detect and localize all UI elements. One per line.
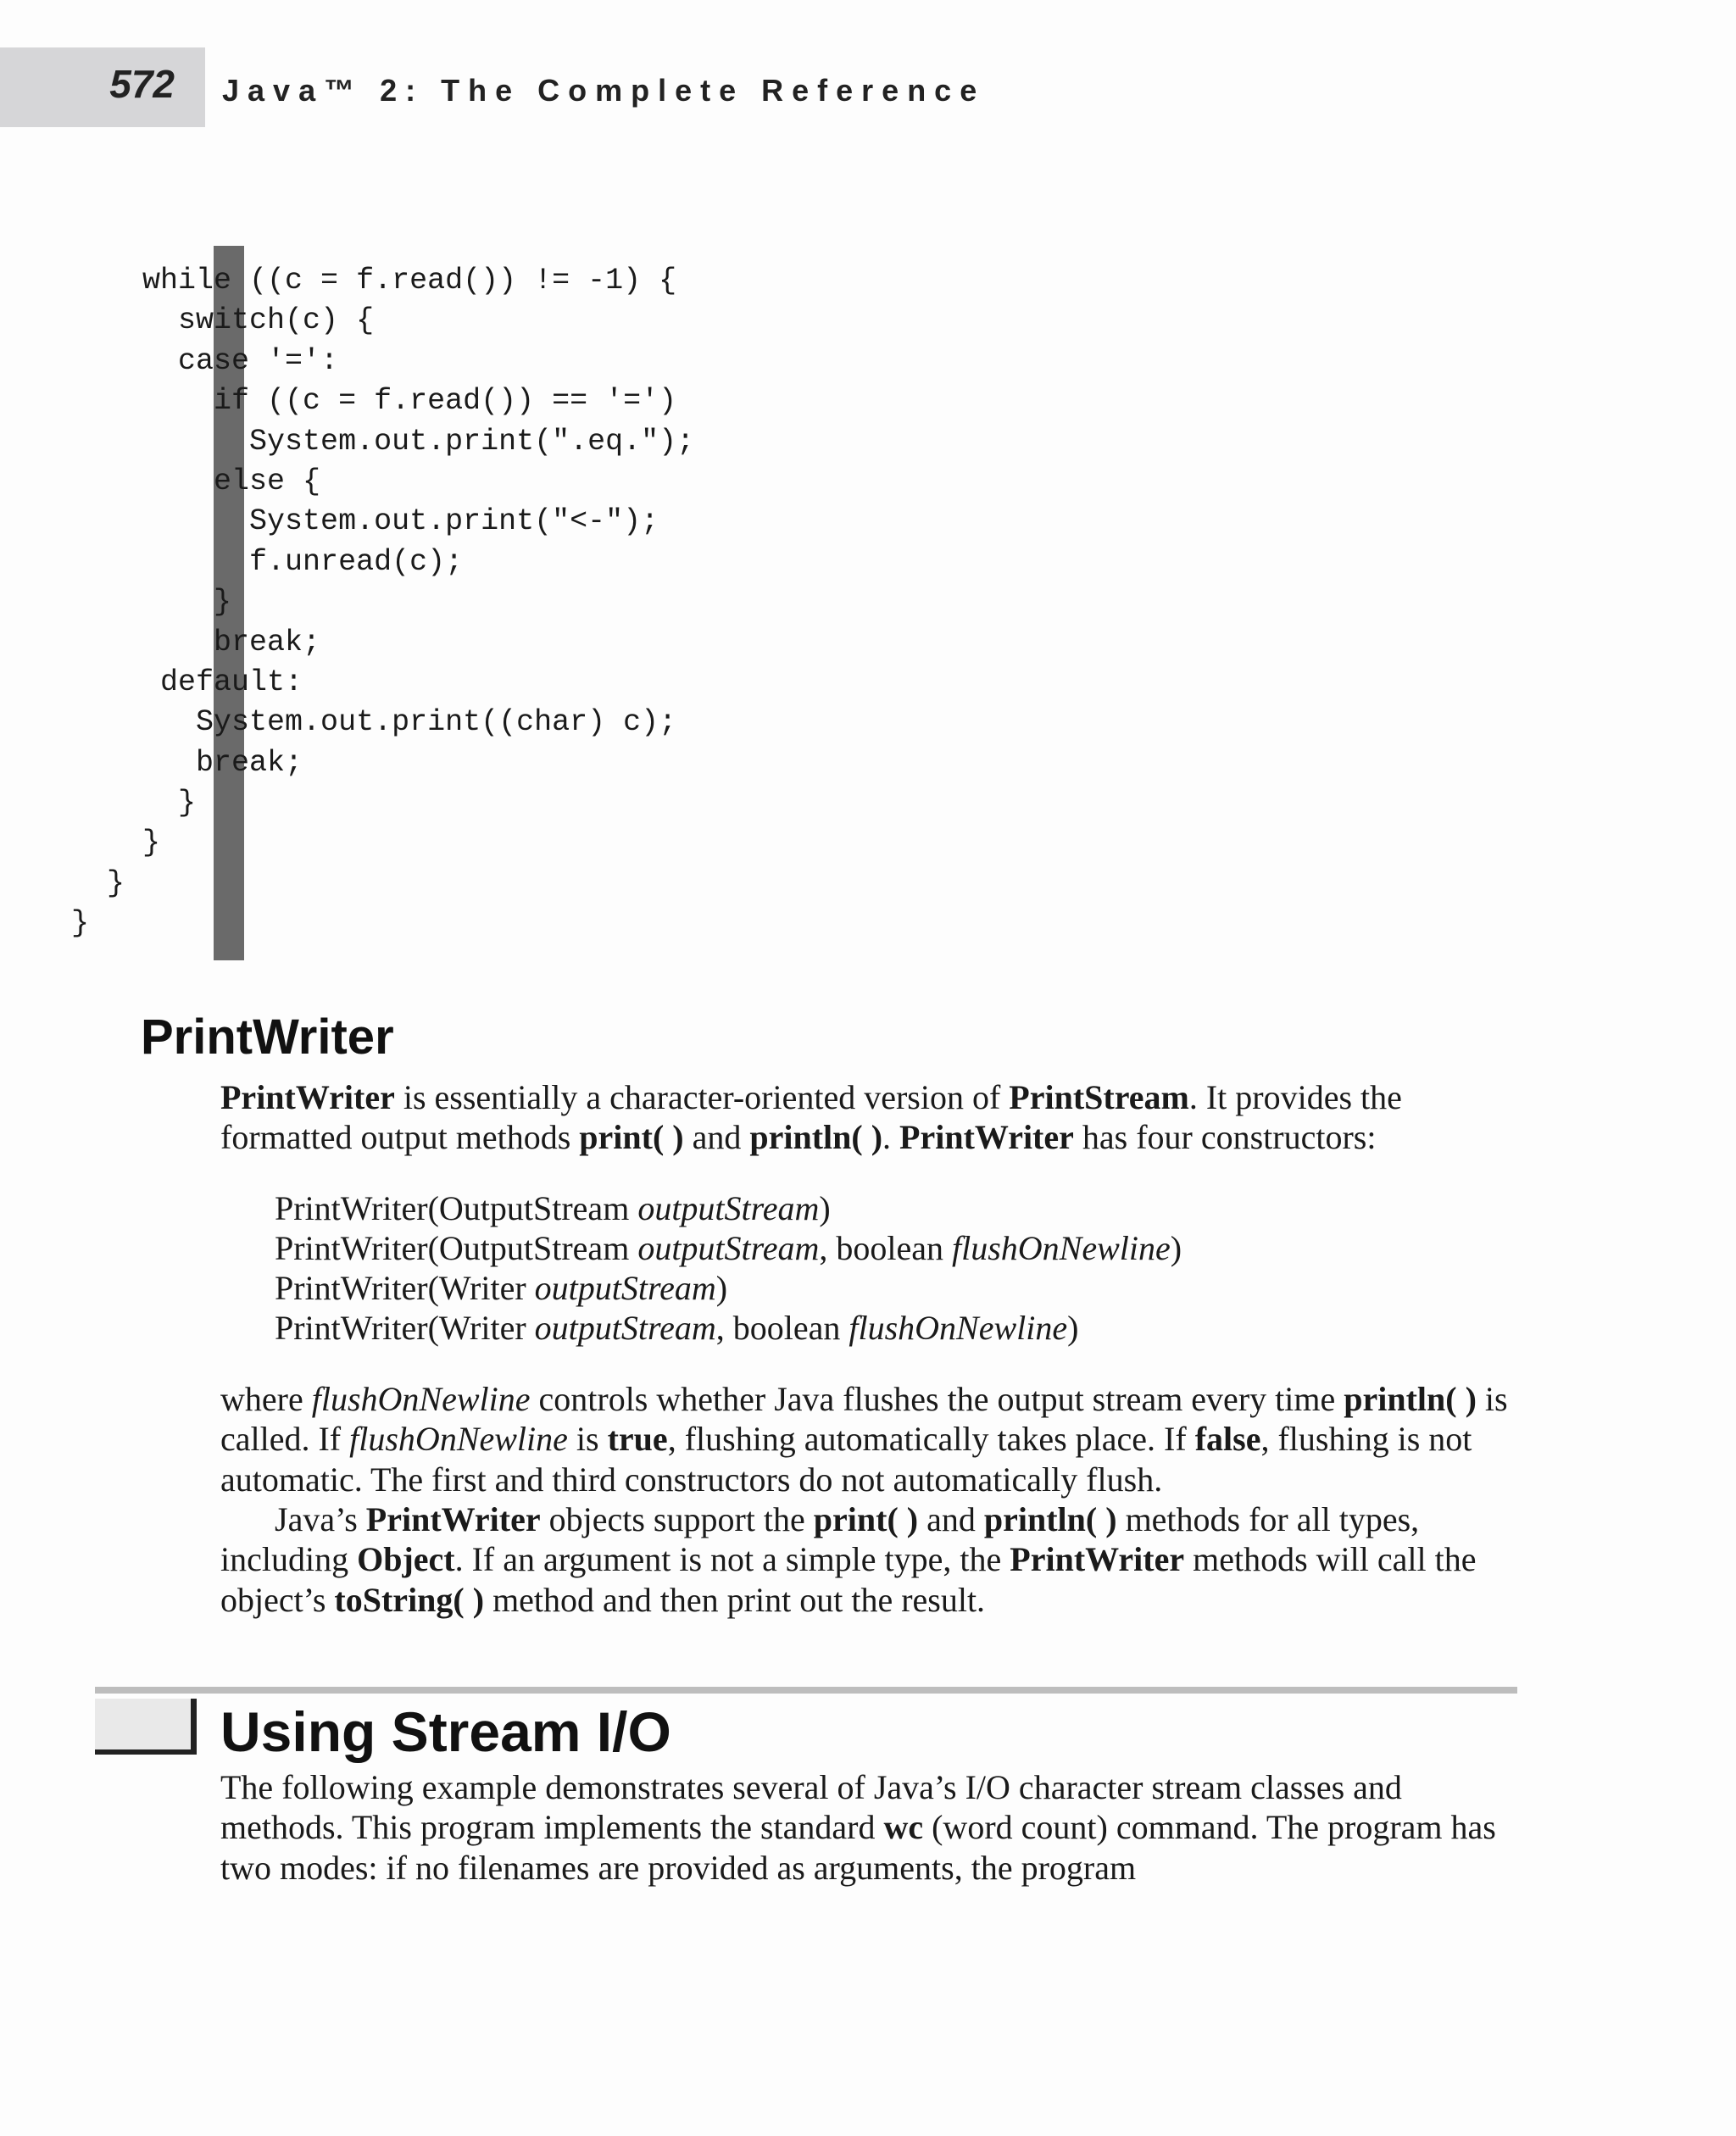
running-header-title: Java™ 2: The Complete Reference: [222, 73, 986, 108]
code-line: }: [0, 906, 90, 941]
code-listing: [0, 261, 694, 944]
code-line: }: [0, 786, 197, 820]
code-line: else {: [0, 464, 321, 498]
constructor-signature: PrintWriter(OutputStream outputStream): [275, 1189, 831, 1227]
section-rule: [95, 1687, 1517, 1694]
code-line: System.out.print(".eq.");: [0, 424, 695, 459]
code-line: f.unread(c);: [0, 544, 464, 579]
constructor-signature: PrintWriter(Writer outputStream): [275, 1269, 728, 1307]
code-line: switch(c) {: [0, 303, 375, 338]
code-line: default:: [0, 665, 303, 699]
page-number: 572: [109, 62, 175, 106]
section-heading-printwriter: PrintWriter: [141, 1010, 394, 1065]
section-heading-using-stream-io: Using Stream I/O: [220, 1700, 671, 1763]
code-line: case '=':: [0, 343, 339, 378]
code-line: }: [0, 585, 232, 620]
code-line: }: [0, 865, 125, 900]
code-line: }: [0, 826, 161, 860]
section-marker-box: [95, 1699, 197, 1755]
printwriter-intro-paragraph: PrintWriter is essentially a character-oriented version of PrintStream. It provides the formatted output methods print( ) and println( ). PrintWriter has four constructors:: [220, 1078, 1402, 1157]
constructor-signature: PrintWriter(OutputStream outputStream, boolean flushOnNewline): [275, 1229, 1182, 1267]
printwriter-methods-paragraph: Java’s PrintWriter objects support the print( ) and println( ) methods for all types, including Object. If an argument is not a simple type, the PrintWriter methods will call the object’s toString( ) method and then print out the result.: [220, 1500, 1477, 1619]
code-line: System.out.print((char) c);: [0, 705, 677, 740]
stream-io-intro-paragraph: The following example demonstrates several of Java’s I/O character stream classes and methods. This program implements the standard wc (word count) command. The program has two modes: if no filenames are provided as arguments, the program: [220, 1768, 1496, 1887]
code-line: System.out.print("<-");: [0, 504, 659, 539]
code-line: break;: [0, 745, 303, 780]
constructor-signature: PrintWriter(Writer outputStream, boolean flushOnNewline): [275, 1309, 1079, 1347]
code-line: if ((c = f.read()) == '='): [0, 384, 677, 419]
code-line: break;: [0, 625, 321, 659]
flush-explanation-paragraph: where flushOnNewline controls whether Java flushes the output stream every time println( ) is called. If flushOnNewline is true, flushing automatically takes place. If false, flushing is not automatic. The first and third constructors do not automatically flush.: [220, 1380, 1508, 1499]
code-line: while ((c = f.read()) != -1) {: [0, 264, 677, 298]
